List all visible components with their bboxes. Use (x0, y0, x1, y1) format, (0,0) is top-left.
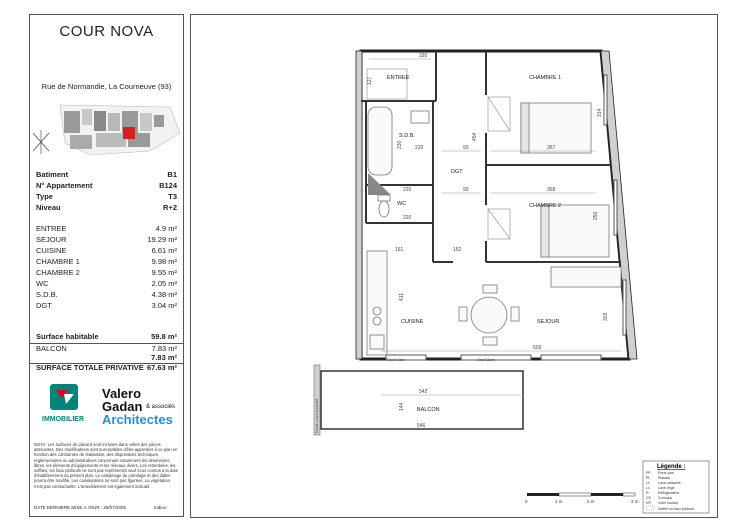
room-label-cuisine: CUISINE (401, 319, 424, 325)
spec-row (30, 170, 183, 181)
dim-label: 152 (453, 247, 462, 253)
spec-row (30, 203, 183, 214)
room-area: 3.04 m² (151, 301, 177, 310)
separator-note: Garde-corps séparatif (315, 399, 319, 433)
balcony-outline (321, 371, 523, 429)
bank-logo-icon (42, 382, 86, 416)
spec-label: Type (36, 192, 53, 201)
room-label: DGT (36, 301, 52, 310)
room-row (30, 268, 183, 279)
dim-label: 367 (547, 145, 556, 151)
bank-name: IMMOBILIER (42, 416, 84, 423)
room-label-entree: ENTREE (387, 75, 410, 81)
spec-label: N° Appartement (36, 181, 93, 190)
site-plan-diagram (30, 103, 183, 166)
note-block (29, 438, 184, 501)
spec-label: Niveau (36, 203, 61, 212)
dim-label: 250 (593, 211, 599, 220)
room-label: CHAMBRE 2 (36, 268, 80, 277)
total-value: 67.63 m² (146, 363, 177, 372)
threshold-label: Seuil 2cm (387, 357, 405, 362)
total-label: SURFACE TOTALE PRIVATIVE (36, 363, 144, 372)
legend-title: Légende : (657, 464, 686, 470)
architect-name-3: Architectes (102, 412, 173, 427)
room-area: 2.05 m² (151, 279, 177, 288)
legend-code: LL (646, 486, 650, 490)
scale-tick: 0 (525, 499, 528, 504)
legend-text: Volet roulant (658, 501, 678, 505)
legend-text: Cumulus (658, 496, 673, 500)
washbasin (411, 111, 429, 123)
dim-label: 368 (547, 187, 556, 193)
room-row (30, 257, 183, 268)
room-label-sejour: SEJOUR (537, 319, 560, 325)
address-block (29, 70, 184, 104)
dim-label: 411 (399, 293, 405, 301)
room-label: CUISINE (36, 246, 67, 255)
habitable-value: 59.8 m² (151, 332, 177, 341)
dining-table (459, 285, 519, 345)
room-label: SEJOUR (36, 235, 67, 244)
update-date: DATE DERNIERE MISE A JOUR : 25/07/2025 (34, 505, 126, 510)
scale-tick: 1 m (555, 499, 563, 504)
legend-extra: Soffite ou faux plafond (658, 507, 694, 511)
spec-row (30, 192, 183, 203)
architect-suffix: & associés (146, 404, 176, 410)
room-label: WC (36, 279, 49, 288)
rooms-block (29, 218, 184, 329)
dim-label: 546 (417, 423, 426, 429)
room-area: 9.98 m² (151, 257, 177, 266)
totals-block (29, 328, 184, 375)
room-row (30, 224, 183, 235)
bathtub (368, 107, 392, 175)
spec-value: B124 (159, 181, 177, 190)
toilet (378, 195, 390, 217)
dim-label: 454 (472, 132, 478, 141)
logos-block (29, 374, 184, 439)
dim-label: 320 (419, 53, 428, 59)
dim-label: 127 (367, 76, 373, 85)
location-map (29, 103, 184, 167)
spec-value: B1 (167, 170, 177, 179)
balcon-label: BALCON (36, 344, 67, 353)
spec-value: T3 (168, 192, 177, 201)
dim-label: 220 (403, 215, 412, 221)
compass-icon (33, 130, 49, 154)
dim-label: 230 (397, 140, 403, 149)
legal-note: NOTA: Les surfaces de placard sont incluses dans celles des pièces attenantes. Des modifications sont susceptibles d'être apportées à ce plan en fonction des contraintes de réalisation, des dispositions techniques, réglementaires ou administratives concernant notamment les dimensions libres, les éléments d'équipements et les réseaux divers. Les retombées, les soffites, les faux plafonds ne sont pas représentés sauf ceux connus à la date d'établissement du présent plan. Le calepinage du carrelage et des dalles pourra être modifié. Les canalisations ne sont pas figurées. La végétation n'est pas contractuelle. L'ameublement est également indicatif. (34, 442, 179, 489)
footer-block (29, 500, 184, 517)
room-label: ENTREE (36, 224, 67, 233)
dim-label: 93 (463, 145, 469, 151)
legend-text: Réfrigérateur (658, 491, 679, 495)
index-label: Indice : (154, 505, 169, 510)
threshold-label: Seuil 2cm (477, 357, 495, 362)
project-address: Rue de Normandie, La Courneuve (93) (41, 82, 172, 91)
title-block (29, 14, 184, 72)
legend-text: Lave-vaisselle (658, 481, 681, 485)
legend-code: VR (646, 501, 651, 505)
spec-row (30, 181, 183, 192)
balcon-value: 7.83 m² (151, 344, 177, 353)
dim-label: 93 (463, 187, 469, 193)
room-area: 19.29 m² (147, 235, 177, 244)
dim-label: 314 (597, 108, 603, 117)
annex-value: 7.83 m² (151, 353, 177, 362)
architect-name-1: Valero (102, 386, 142, 401)
room-area: 6.61 m² (151, 246, 177, 255)
specs-block (29, 166, 184, 219)
bed-chambre1 (521, 103, 591, 153)
legend-code: PP (646, 471, 651, 475)
room-row (30, 301, 183, 312)
room-label-chambre1: CHAMBRE 1 (529, 75, 562, 81)
room-label-wc: WC (397, 201, 407, 207)
dim-label: 220 (403, 187, 412, 193)
room-label-balcon: BALCON (417, 407, 440, 413)
room-label-chambre2: CHAMBRE 2 (529, 203, 562, 209)
architect-name-2: Gadan (102, 399, 143, 414)
room-label: S.D.B. (36, 290, 58, 299)
scale-tick: 3 m (631, 499, 639, 504)
legend-code: PL (646, 476, 651, 480)
project-name: COUR NOVA (59, 23, 154, 40)
apartment-highlight (123, 127, 135, 139)
spec-label: Batiment (36, 170, 69, 179)
room-label: CHAMBRE 1 (36, 257, 80, 266)
legend-code: LV (646, 481, 651, 485)
spec-value: R+2 (163, 203, 177, 212)
scale-tick: 2 m (587, 499, 595, 504)
room-label-dgt: DGT (451, 169, 463, 175)
kitchen-counter (367, 251, 387, 355)
room-area: 9.55 m² (151, 268, 177, 277)
dim-label: 603 (533, 345, 542, 351)
room-row (30, 290, 183, 301)
floor-plan-frame (190, 14, 718, 518)
dim-label: 542 (419, 389, 428, 395)
legend-code: R (646, 491, 649, 495)
room-row (30, 246, 183, 257)
legend-text: Placard (658, 476, 671, 480)
scale-bar (525, 493, 639, 504)
dim-label: 144 (399, 402, 405, 411)
total-row (30, 363, 183, 374)
legend-text: Lave-linge (658, 486, 675, 490)
dim-label: 161 (395, 247, 404, 253)
habitable-label: Surface habitable (36, 332, 99, 341)
legend-text: Porte-pan (658, 471, 674, 475)
dim-label: 220 (415, 145, 424, 151)
room-area: 4.38 m² (151, 290, 177, 299)
room-label-sdb: S.D.B. (399, 133, 415, 139)
sofa (551, 267, 621, 287)
room-row (30, 235, 183, 246)
legend (643, 461, 709, 513)
dim-label: 303 (603, 312, 609, 321)
legend-code: CE (646, 496, 651, 500)
room-row (30, 279, 183, 290)
room-area: 4.9 m² (155, 224, 177, 233)
habitable-row (30, 332, 183, 343)
floor-plan (191, 15, 717, 517)
